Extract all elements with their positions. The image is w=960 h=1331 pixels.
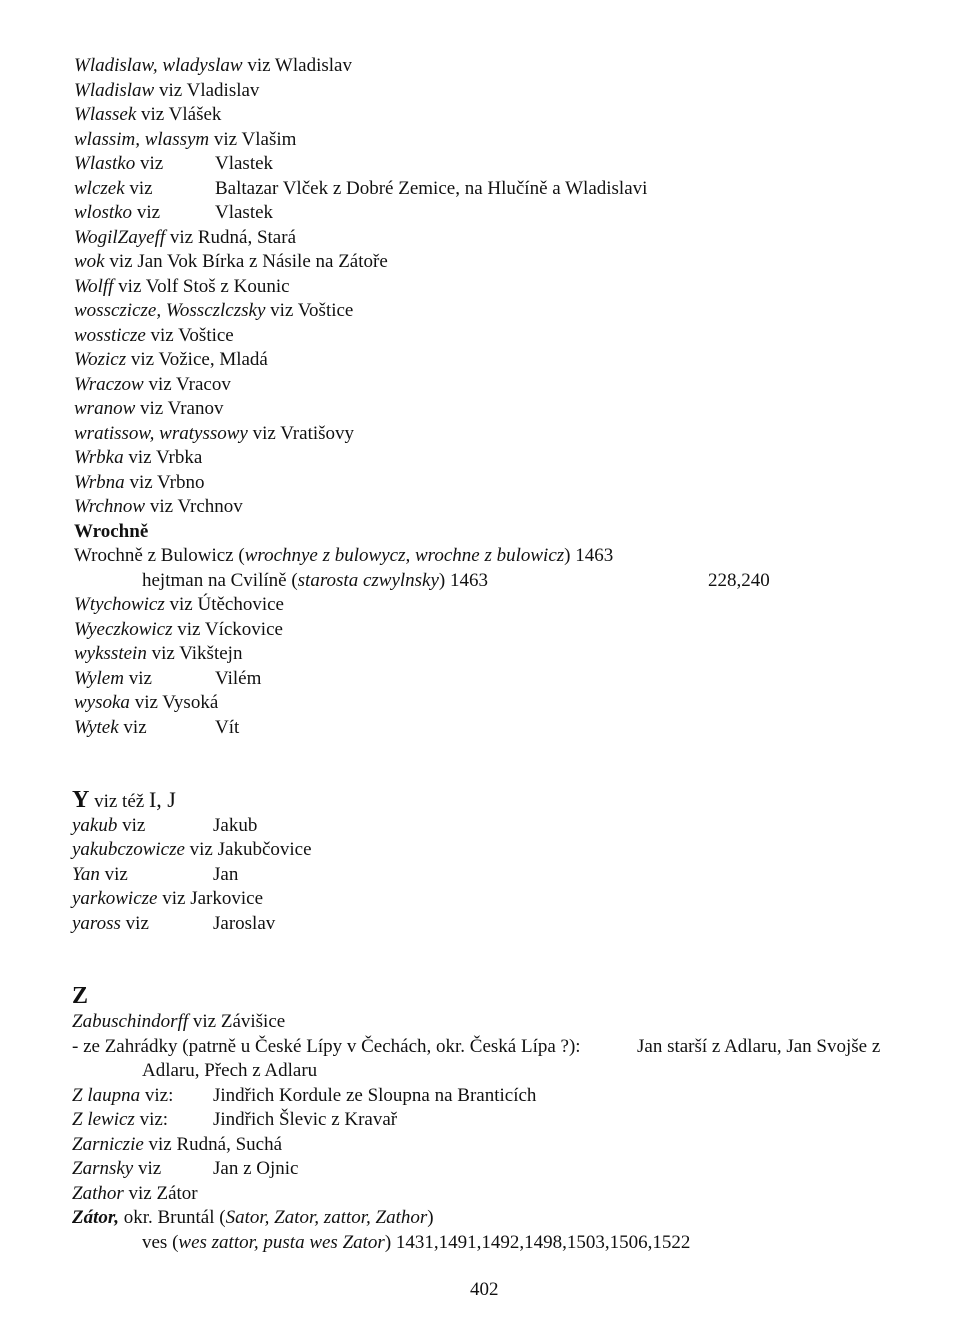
index-entry: Wozicz viz Vožice, Mladá (74, 349, 268, 370)
index-target: Baltazar Vlček z Dobré Zemice, na Hlučíně a Wladislavi (215, 178, 648, 199)
index-target: Jindřich Kordule ze Sloupna na Branticích (213, 1085, 537, 1106)
page-number: 402 (470, 1279, 499, 1300)
index-entry: Wtychowicz viz Útěchovice (74, 594, 284, 615)
index-entry: Zathor viz Zátor (72, 1183, 198, 1204)
index-entry: WogilZayeff viz Rudná, Stará (74, 227, 296, 248)
index-target: Jan (213, 864, 239, 885)
entry-detail: Jan starší z Adlaru, Jan Svojše z (637, 1036, 881, 1057)
index-entry: Wrbna viz Vrbno (74, 472, 205, 493)
index-entry: yarkowicze viz Jarkovice (72, 888, 263, 909)
index-entry: yaross viz (72, 913, 149, 934)
index-entry: Wyeczkowicz viz Víckovice (74, 619, 283, 640)
index-target: Jaroslav (213, 913, 276, 934)
index-entry: wlostko viz (74, 202, 161, 223)
page-references: 228,240 (708, 570, 770, 591)
index-entry: Z lewicz viz: (72, 1109, 169, 1130)
index-entry: wysoka viz Vysoká (74, 692, 219, 713)
index-entry: Wylem viz (74, 668, 152, 689)
section-letter-y: Y viz též I, J (72, 787, 176, 813)
entry-detail: Wrochně z Bulowicz (wrochnye z bulowycz, wrochne z bulowicz) 1463 (74, 545, 614, 566)
index-entry: Wytek viz (74, 717, 147, 738)
index-target: Vít (215, 717, 240, 738)
index-entry: Wolff viz Volf Stoš z Kounic (74, 276, 290, 297)
index-entry: wossczicze, Wossczlczsky viz Voštice (74, 300, 354, 321)
index-entry: Wrbka viz Vrbka (74, 447, 203, 468)
entry-detail: - ze Zahrádky (patrně u České Lípy v Čechách, okr. Česká Lípa ?): (72, 1036, 581, 1057)
index-entry: Wraczow viz Vracov (74, 374, 231, 395)
index-entry: Z laupna viz: (72, 1085, 174, 1106)
entry-detail: hejtman na Cvilíně (starosta czwylnsky) 1463 (142, 570, 488, 591)
index-entry: wranow viz Vranov (74, 398, 224, 419)
entry-heading: Zátor, okr. Bruntál (Sator, Zator, zattor, Zathor) (72, 1207, 434, 1228)
index-entry: wlczek viz (74, 178, 153, 199)
index-entry: wok viz Jan Vok Bírka z Násile na Zátoře (74, 251, 388, 272)
index-entry: wlassim, wlassym viz Vlašim (74, 129, 297, 150)
index-entry: Wlassek viz Vlášek (74, 104, 222, 125)
index-entry: Zarniczie viz Rudná, Suchá (72, 1134, 283, 1155)
index-entry: Zarnsky viz (72, 1158, 162, 1179)
index-entry: yakubczowicze viz Jakubčovice (72, 839, 312, 860)
index-target: Jindřich Šlevic z Kravař (213, 1109, 398, 1130)
index-target: Jakub (213, 815, 258, 836)
index-entry: wossticze viz Voštice (74, 325, 234, 346)
entry-detail: Adlaru, Přech z Adlaru (142, 1060, 318, 1081)
entry-heading: Wrochně (74, 521, 149, 542)
index-entry: Zabuschindorff viz Závišice (72, 1011, 286, 1032)
index-entry: Wrchnow viz Vrchnov (74, 496, 243, 517)
index-entry: wyksstein viz Vikštejn (74, 643, 243, 664)
index-entry: Wladislaw viz Vladislav (74, 80, 260, 101)
index-target: Jan z Ojnic (213, 1158, 299, 1179)
index-entry: Wladislaw, wladyslaw viz Wladislav (74, 55, 352, 76)
index-target: Vlastek (215, 202, 274, 223)
index-entry: Wlastko viz (74, 153, 164, 174)
index-entry: Yan viz (72, 864, 128, 885)
index-target: Vilém (215, 668, 262, 689)
index-entry: wratissow, wratyssowy viz Vratišovy (74, 423, 355, 444)
index-entry: yakub viz (72, 815, 146, 836)
index-target: Vlastek (215, 153, 274, 174)
section-letter-z: Z (72, 983, 89, 1009)
entry-detail: ves (wes zattor, pusta wes Zator) 1431,1491,1492,1498,1503,1506,1522 (142, 1232, 691, 1253)
